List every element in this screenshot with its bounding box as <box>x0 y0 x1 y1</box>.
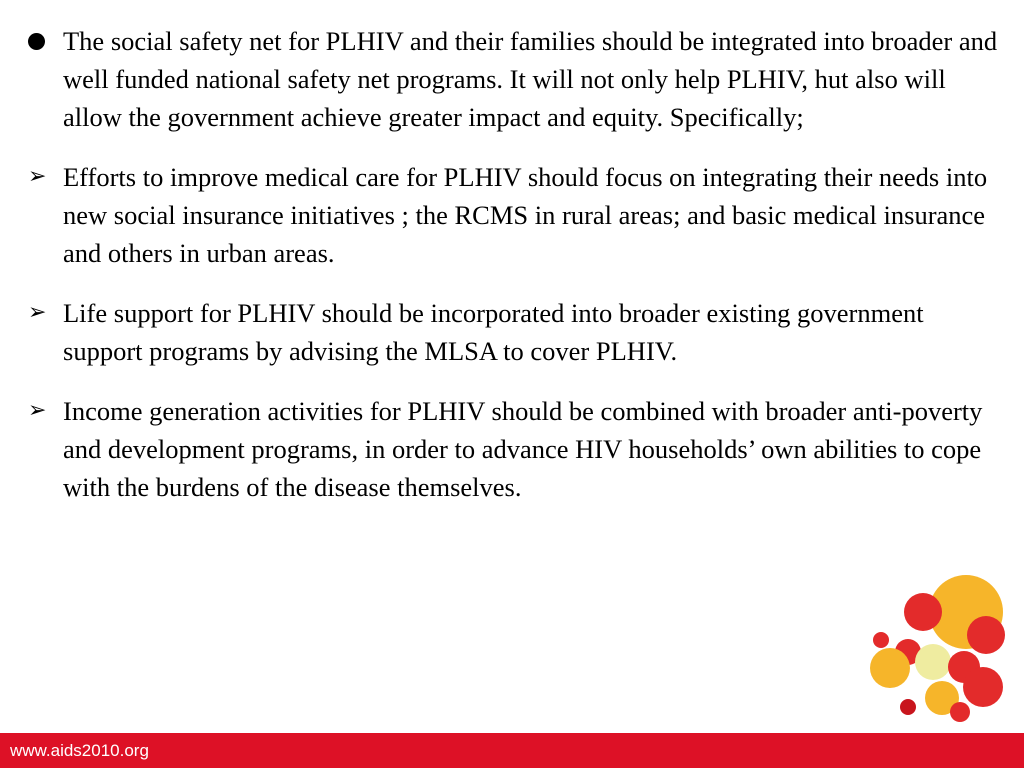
arrow-bullet-icon: ➢ <box>28 300 47 325</box>
footer-bar <box>0 733 1024 768</box>
bullet-marker <box>26 158 63 196</box>
bullet-text: Income generation activities for PLHIV should be combined with broader anti-poverty and development programs, in order to advance HIV households’ own abilities to cope with the burdens of the disease themselves. <box>63 396 983 502</box>
logo-dot <box>915 644 951 680</box>
logo-dot <box>950 702 970 722</box>
logo-dot <box>963 667 1003 707</box>
bullet-list <box>26 22 1001 528</box>
dot-bullet-icon <box>28 33 45 50</box>
bullet-text: Life support for PLHIV should be incorporated into broader existing government support programs by advising the MLSA to cover PLHIV. <box>63 298 924 366</box>
bullet-item <box>26 392 1001 506</box>
bullet-item <box>26 158 1001 272</box>
aids2010-dots-logo-icon <box>862 574 1012 732</box>
bullet-text: Efforts to improve medical care for PLHIV should focus on integrating their needs into new social insurance initiatives ; the RCMS in rural areas; and basic medical insurance and others in urban areas. <box>63 162 988 268</box>
bullet-marker <box>26 392 63 430</box>
arrow-bullet-icon: ➢ <box>28 164 47 189</box>
bullet-marker <box>26 294 63 332</box>
logo-dot <box>900 699 916 715</box>
bullet-item <box>26 294 1001 370</box>
bullet-marker <box>26 22 63 60</box>
arrow-bullet-icon: ➢ <box>28 398 47 423</box>
bullet-text: The social safety net for PLHIV and their families should be integrated into broader and well funded national safety net programs. It will not only help PLHIV, hut also will allow the government achieve greater impact and equity. Specifically; <box>63 26 998 132</box>
logo-dot <box>870 648 910 688</box>
logo-dot <box>873 632 889 648</box>
logo-dot <box>967 616 1005 654</box>
footer-url[interactable]: www.aids2010.org <box>10 741 149 760</box>
logo-dot <box>904 593 942 631</box>
bullet-item <box>26 22 1001 136</box>
